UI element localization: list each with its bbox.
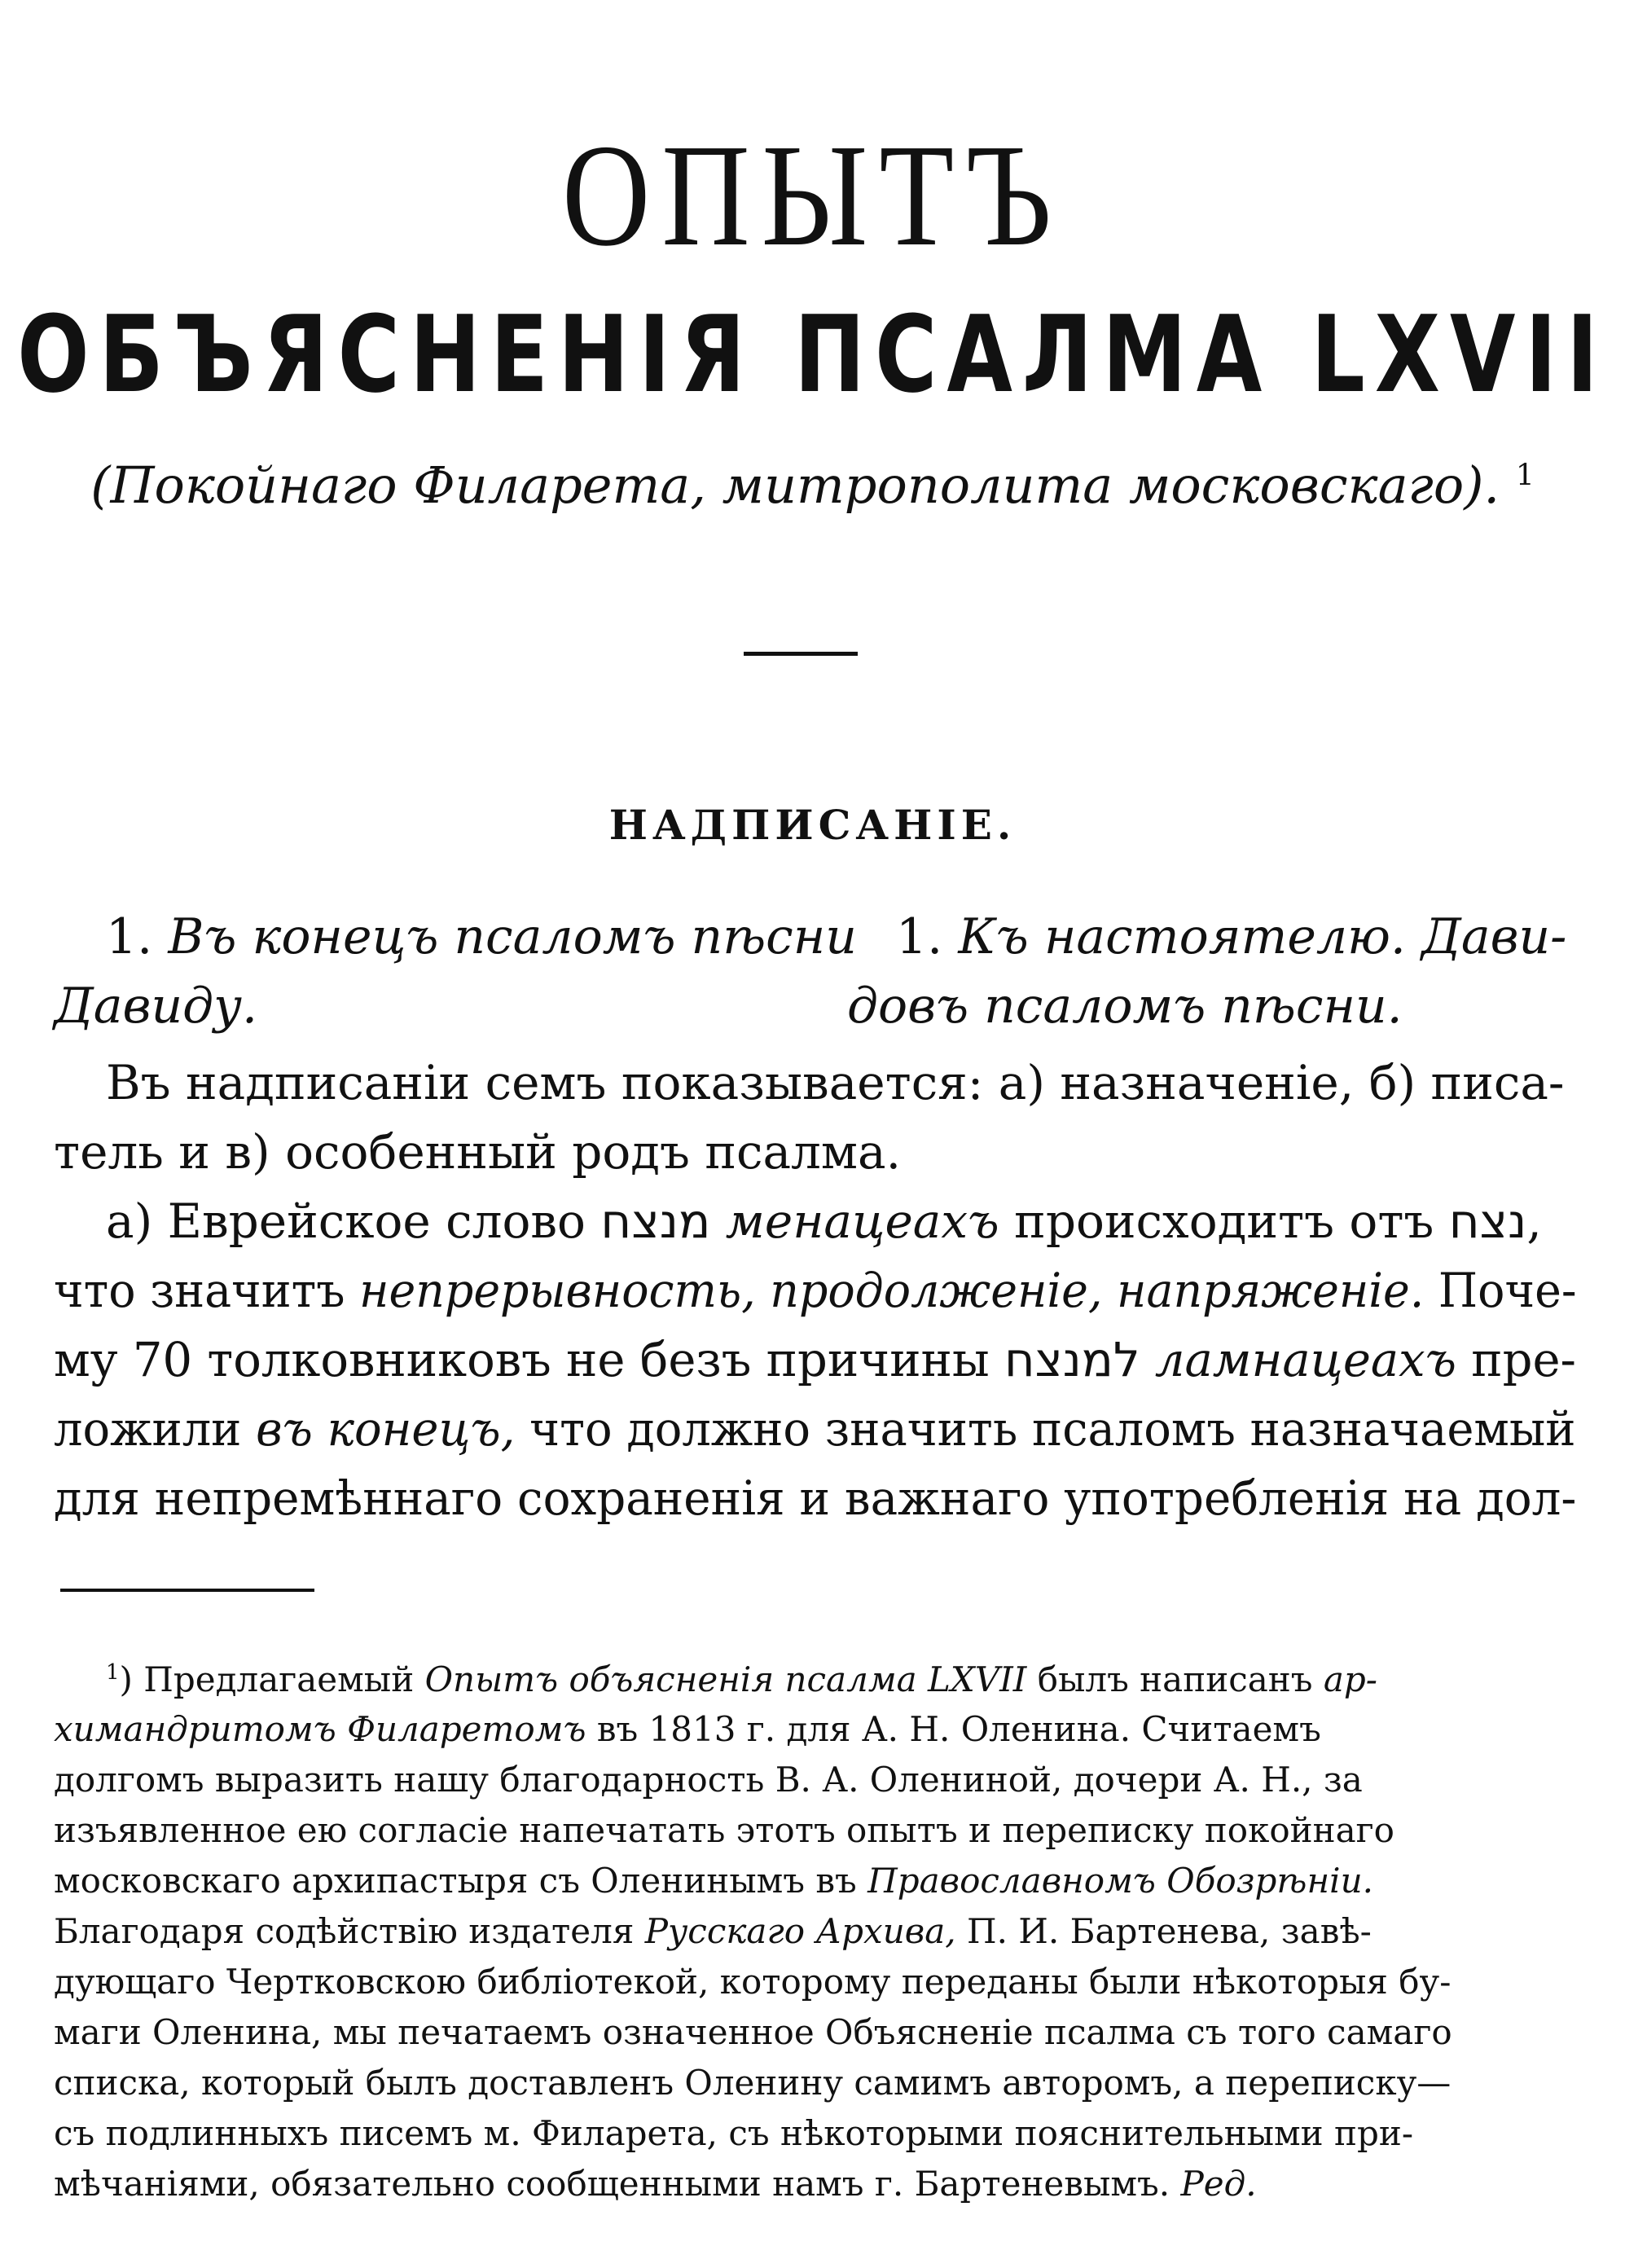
footnote-line1 (106, 1659, 1377, 1699)
fn-text: мѣчаніями, обязательно сообщенными намъ г. Бартеневымъ. (54, 2164, 1170, 2204)
p2-transliteration: ламнацеахъ (1154, 1332, 1456, 1387)
p2-text: му 70 толковниковъ не безъ причины (54, 1332, 990, 1387)
paragraph2-line3 (54, 1332, 1576, 1387)
footnote-line9: списка, который былъ доставленъ Оленину самимъ авторомъ, а переписку— (54, 2063, 1452, 2103)
fn-italic: Православномъ Обозрѣніи. (867, 1861, 1373, 1901)
p2-punct: , (1526, 1193, 1542, 1249)
p2-italic: непрерывность, продолженіе, напряженіе. (359, 1263, 1425, 1318)
footnote-line7: дующаго Чертковскою библіотекой, которому переданы были нѣкоторыя бу- (54, 1962, 1452, 2002)
footnote-reference[interactable]: 1 (1515, 459, 1535, 493)
fn-text: П. И. Бартенева, завѣ- (966, 1911, 1372, 1951)
verse-left-number: 1. (106, 908, 153, 965)
paragraph1-line1: Въ надписаніи семъ показывается: а) назначеніе, б) писа- (106, 1055, 1565, 1110)
p2-transliteration: менацеахъ (725, 1193, 999, 1249)
p2-text: что должно значить псаломъ назначаемый (529, 1401, 1576, 1457)
footnote-line11 (54, 2164, 1257, 2204)
fn-text: въ 1813 г. для А. Н. Оленина. Считаемъ (596, 1709, 1321, 1749)
paragraph2-line4 (54, 1401, 1576, 1457)
footnote-line10: съ подлинныхъ писемъ м. Филарета, съ нѣкоторыми пояснительными при- (54, 2113, 1414, 2153)
page-main-title: ОБЪЯСНЕНІЯ ПСАЛМА LXVII (17, 292, 1608, 417)
hebrew-word: מנצח (600, 1193, 711, 1249)
paragraph2-line5: для непремѣннаго сохраненія и важнаго употребленія на дол- (54, 1470, 1577, 1526)
verse-left-line1 (106, 908, 857, 965)
fn-text: московскаго архипастыря съ Оленинымъ въ (54, 1861, 857, 1901)
verse-right-line1 (896, 908, 1567, 965)
footnote-line4: изъявленное ею согласіе напечатать этотъ опытъ и переписку покойнаго (54, 1810, 1394, 1850)
footnote-line6 (54, 1911, 1372, 1951)
verse-right-number: 1. (896, 908, 943, 965)
fn-text: былъ написанъ (1037, 1659, 1313, 1699)
hebrew-word: למנצח (1004, 1332, 1140, 1387)
verse-left-text-2: Давиду. (54, 978, 258, 1035)
subtitle-text: (Покойнаго Филарета, митрополита московскаго). (90, 455, 1500, 515)
paragraph1-line2: тель и в) особенный родъ псалма. (54, 1124, 902, 1180)
p2-text: происходитъ отъ (1014, 1193, 1434, 1249)
footnote-line3: долгомъ выразить нашу благодарность В. А. Олениной, дочери А. Н., за (54, 1760, 1363, 1800)
hebrew-word: נצח (1448, 1193, 1527, 1249)
fn-italic: Опытъ объясненія псалма LXVII (424, 1659, 1027, 1699)
title-divider (744, 652, 858, 656)
paragraph2-line2 (54, 1263, 1577, 1318)
footnote-divider (60, 1589, 314, 1592)
verse-right-text: Къ настоятелю. Дави- (958, 908, 1567, 965)
p2-text: а) Еврейское слово (106, 1193, 586, 1249)
footnote-line8: маги Оленина, мы печатаемъ означенное Объясненіе псалма съ того самаго (54, 2012, 1452, 2052)
p2-text: что значитъ (54, 1263, 345, 1318)
p2-text: пре- (1471, 1332, 1576, 1387)
verse-right-line2 (847, 978, 1403, 1035)
p2-text: Поче- (1438, 1263, 1577, 1318)
verse-left-line2 (54, 978, 258, 1035)
fn-text: ) Предлагаемый (119, 1659, 415, 1699)
fn-italic: химандритомъ Филаретомъ (54, 1709, 586, 1749)
footnote-line5 (54, 1861, 1373, 1901)
page-title: ОПЫТЪ (562, 114, 1063, 277)
p2-italic: въ конецъ, (256, 1401, 516, 1457)
section-heading: НАДПИСАНІЕ. (608, 801, 1017, 849)
paragraph2-line1 (106, 1193, 1542, 1249)
p2-text: ложили (54, 1401, 242, 1457)
fn-italic: Ред. (1180, 2164, 1257, 2204)
footnote-mark: 1 (106, 1660, 120, 1685)
fn-italic: ар- (1323, 1659, 1377, 1699)
footnote-line2 (54, 1709, 1321, 1749)
fn-text: Благодаря содѣйствію издателя (54, 1911, 635, 1951)
fn-italic: Русскаго Архива, (644, 1911, 956, 1951)
verse-left-text: Въ конецъ псаломъ пѣсни (168, 908, 857, 965)
page-subtitle (0, 455, 1625, 515)
verse-right-text-2: довъ псаломъ пѣсни. (847, 978, 1403, 1035)
